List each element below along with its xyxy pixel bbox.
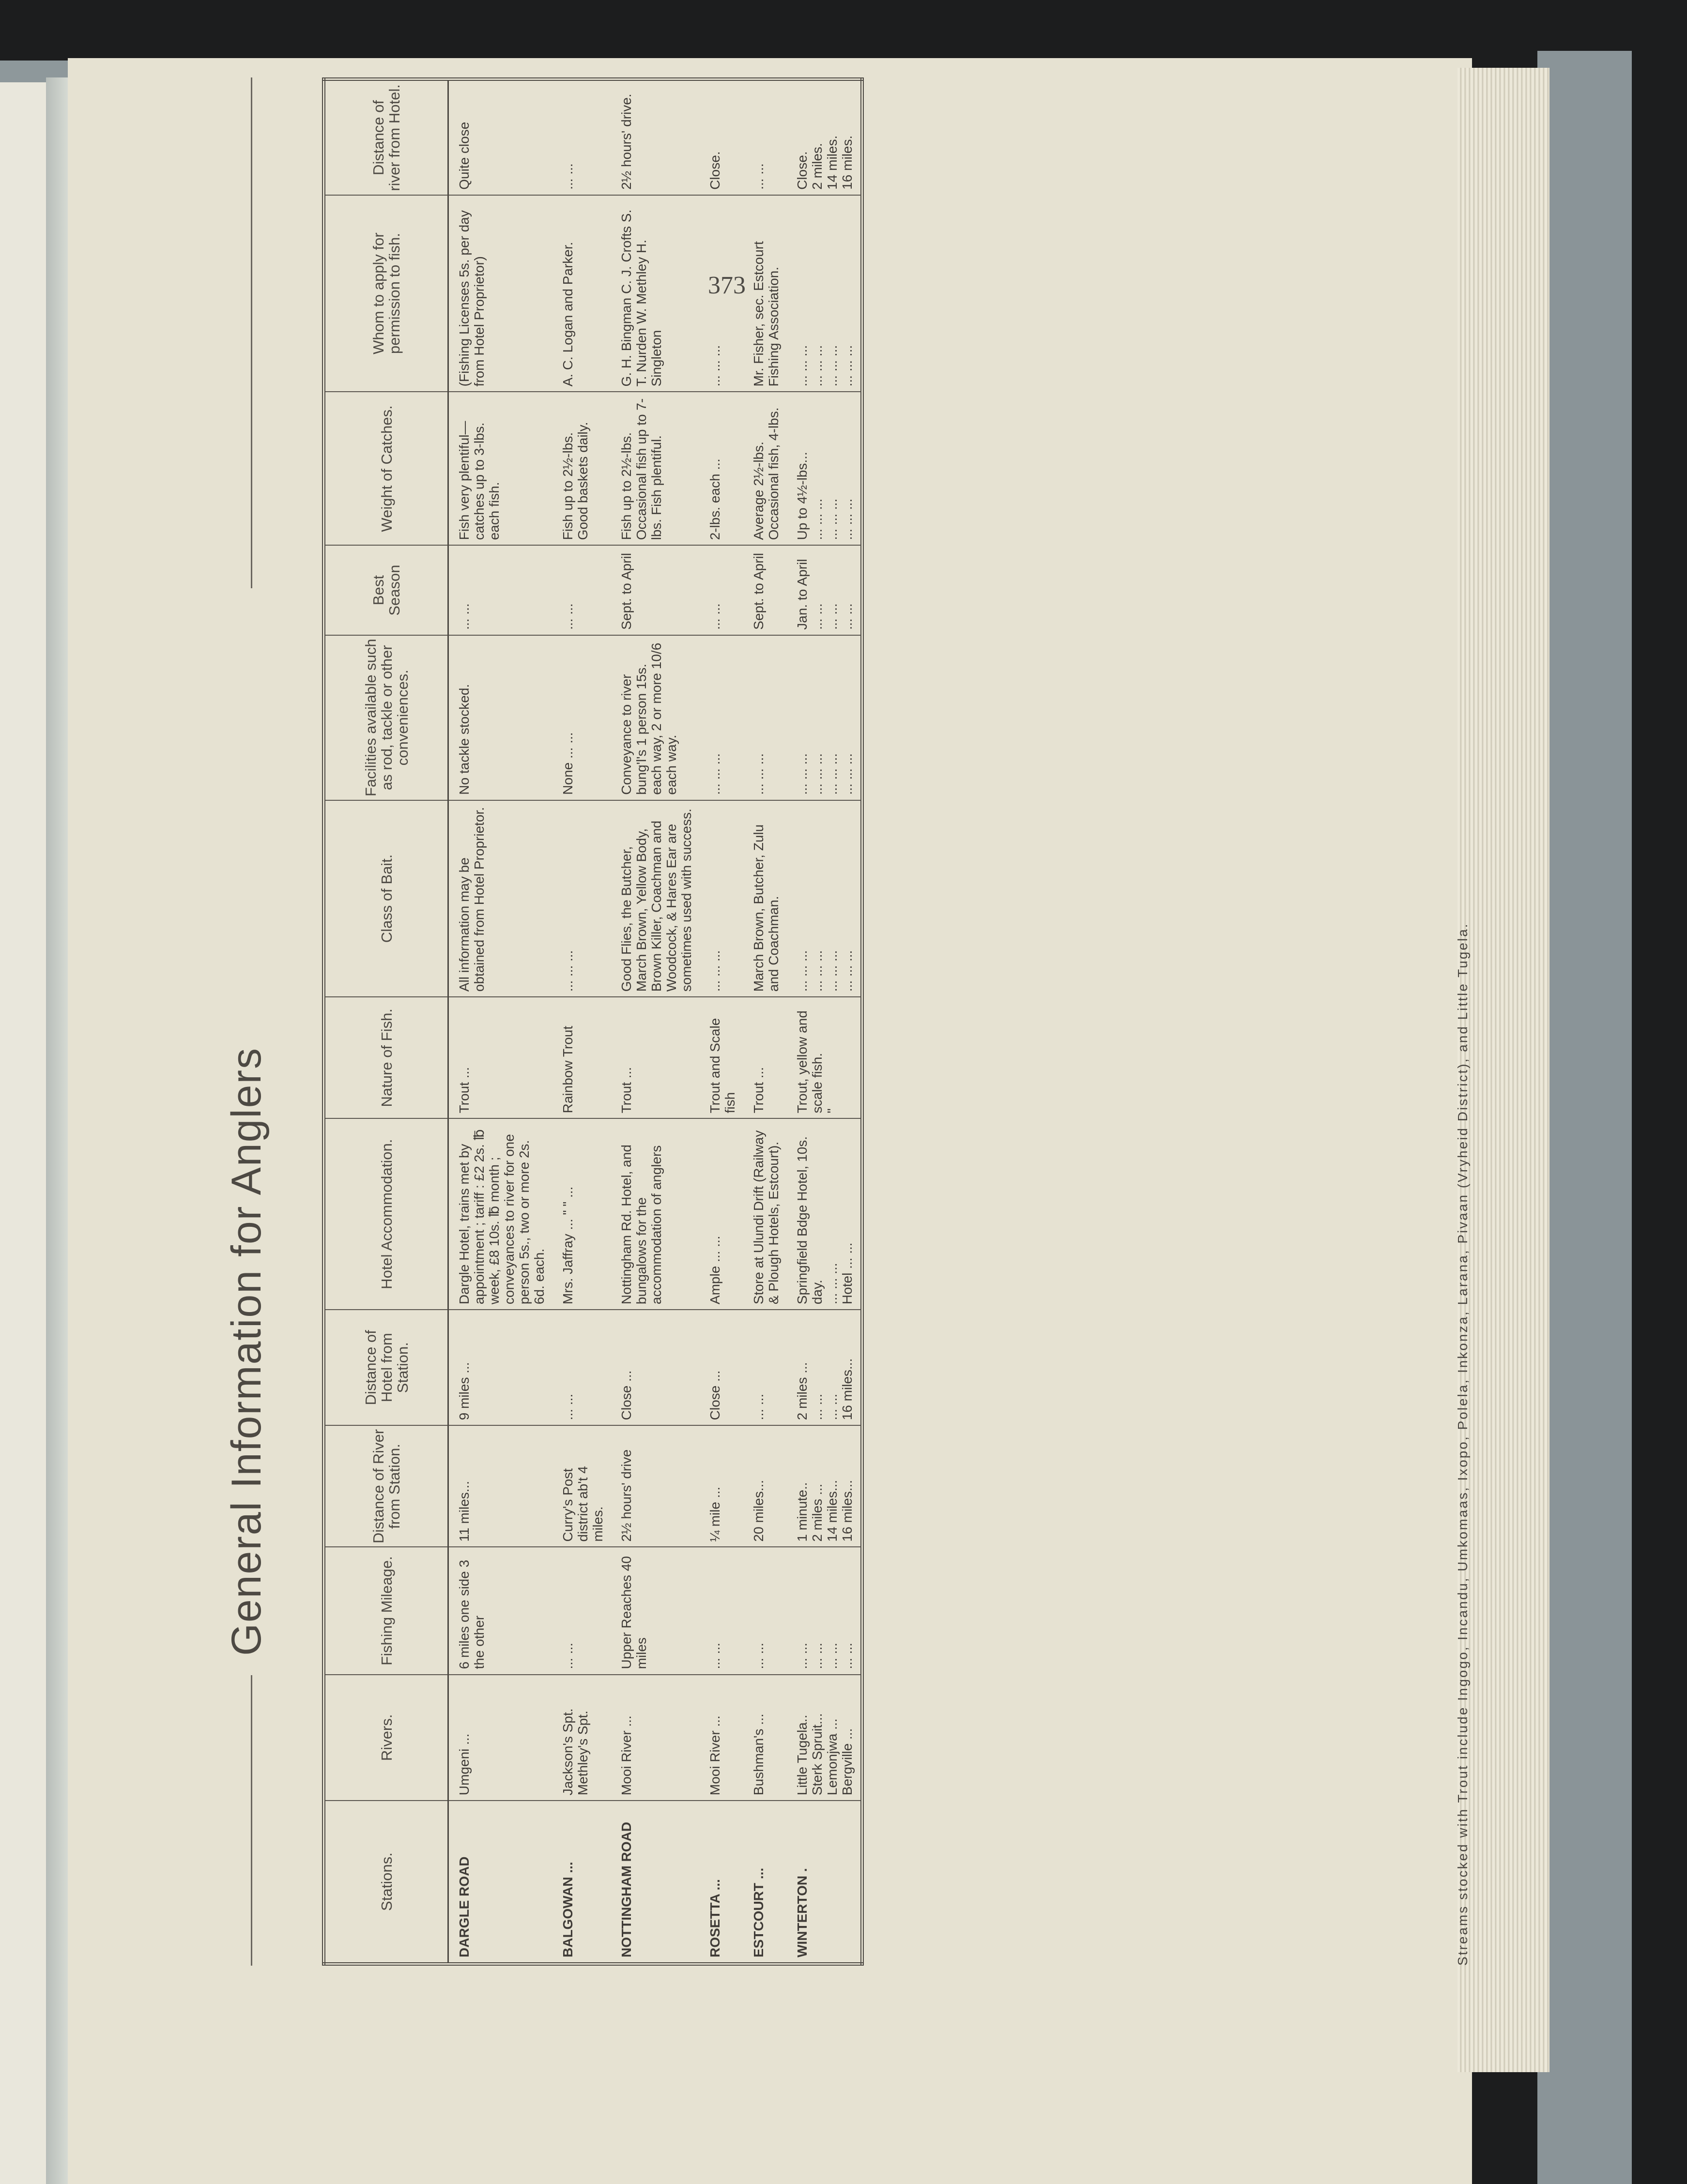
cell-whom: ... ... ... bbox=[700, 195, 743, 392]
cell-line: 14 miles... bbox=[825, 1480, 840, 1542]
column-header: Hotel Accommodation. bbox=[324, 1118, 448, 1310]
cell-line: ... ... ... bbox=[825, 498, 840, 540]
cell-hotel: Ample ... ... bbox=[700, 1118, 743, 1310]
cell-station: BALGOWAN ... bbox=[552, 1801, 611, 1964]
cell-line: ... ... bbox=[825, 1393, 840, 1420]
title-row bbox=[223, 77, 276, 1966]
cell-river-dist bbox=[787, 1425, 862, 1547]
cell-rivers: Bushman's ... bbox=[743, 1675, 787, 1801]
cell-line: " bbox=[825, 1108, 840, 1114]
cell-river-dist: 2½ hours' drive bbox=[611, 1425, 700, 1547]
cell-line: Close. bbox=[795, 151, 810, 190]
cell-line: ... ... bbox=[825, 1643, 840, 1669]
cell-line: ... ... ... bbox=[825, 1263, 840, 1305]
table-row bbox=[552, 79, 611, 1964]
cell-weight: Fish up to 2½-lbs. Good baskets daily. bbox=[552, 392, 611, 545]
cell-hotel-dist: 9 miles ... bbox=[448, 1310, 553, 1425]
cell-facilities bbox=[787, 635, 862, 800]
column-header: Facilities available such as rod, tackle or other conveniences. bbox=[324, 635, 448, 800]
cell-station: NOTTINGHAM ROAD bbox=[611, 1801, 700, 1964]
cell-line: 2 miles ... bbox=[810, 1483, 825, 1542]
cell-line: ... ... ... bbox=[795, 345, 810, 387]
column-header: Rivers. bbox=[324, 1675, 448, 1801]
cell-line: ... ... bbox=[795, 1643, 810, 1669]
cell-bait: ... ... ... bbox=[700, 800, 743, 997]
cell-line: Bergville ... bbox=[840, 1728, 855, 1796]
cell-line: ... ... ... bbox=[810, 950, 825, 992]
cell-season: Sept. to April bbox=[611, 545, 700, 635]
cell-line: Jan. to April bbox=[795, 559, 810, 630]
cell-line: ... ... ... bbox=[840, 753, 855, 795]
table-row bbox=[787, 79, 862, 1964]
cell-hotel: Nottingham Rd. Hotel, and bungalows for the accommodation of anglers bbox=[611, 1118, 700, 1310]
cell-line: 14 miles. bbox=[825, 135, 840, 190]
header-row bbox=[324, 79, 448, 1964]
cell-mileage: 6 miles one side 3 the other bbox=[448, 1547, 553, 1674]
cell-mileage: Upper Reaches 40 miles bbox=[611, 1547, 700, 1674]
column-header: Best Season bbox=[324, 545, 448, 635]
cell-mileage bbox=[787, 1547, 862, 1674]
cell-rivers: Mooi River ... bbox=[611, 1675, 700, 1801]
cell-river-dist: ¼ mile ... bbox=[700, 1425, 743, 1547]
table-row bbox=[448, 79, 553, 1964]
column-header: Distance of Hotel from Station. bbox=[324, 1310, 448, 1425]
cell-line: 1 minute.. bbox=[795, 1482, 810, 1542]
cell-hotel-river: ... ... bbox=[552, 79, 611, 195]
cell-hotel-river: Close. bbox=[700, 79, 743, 195]
cell-whom: Mr. Fisher, sec. Estcourt Fishing Association. bbox=[743, 195, 787, 392]
cell-weight: Average 2½-lbs. Occasional fish, 4-lbs. bbox=[743, 392, 787, 545]
cell-hotel-river: ... ... bbox=[743, 79, 787, 195]
cell-hotel-dist bbox=[787, 1310, 862, 1425]
cell-season: Sept. to April bbox=[743, 545, 787, 635]
cell-fish bbox=[787, 997, 862, 1118]
cell-rivers: Umgeni ... bbox=[448, 1675, 553, 1801]
cell-station: WINTERTON . bbox=[787, 1801, 862, 1964]
cell-hotel: Mrs. Jaffray ... " " ... bbox=[552, 1118, 611, 1310]
cell-fish: Trout ... bbox=[611, 997, 700, 1118]
cell-season bbox=[787, 545, 862, 635]
cell-station: ESTCOURT ... bbox=[743, 1801, 787, 1964]
title-rule-left bbox=[251, 1675, 252, 1966]
cell-bait: All information may be obtained from Hotel Proprietor. bbox=[448, 800, 553, 997]
cell-weight: Fish very plentiful—catches up to 3-lbs. each fish. bbox=[448, 392, 553, 545]
page-title: General Information for Anglers bbox=[223, 1047, 270, 1656]
cell-season: ... ... bbox=[700, 545, 743, 635]
cell-hotel-river: 2½ hours' drive. bbox=[611, 79, 700, 195]
cell-line: 2 miles. bbox=[810, 143, 825, 190]
cell-line: ... ... bbox=[810, 603, 825, 630]
cell-line: 16 miles... bbox=[840, 1358, 855, 1420]
cell-weight: 2-lbs. each ... bbox=[700, 392, 743, 545]
cell-season: ... ... bbox=[552, 545, 611, 635]
cell-facilities: None ... ... bbox=[552, 635, 611, 800]
cell-river-dist: Curry's Post district ab't 4 miles. bbox=[552, 1425, 611, 1547]
cell-line: ... ... ... bbox=[795, 950, 810, 992]
cell-line: Springfield Bdge Hotel, 10s. day. bbox=[795, 1136, 825, 1305]
cell-hotel-dist: Close ... bbox=[700, 1310, 743, 1425]
column-header: Distance of River from Station. bbox=[324, 1425, 448, 1547]
cell-hotel-river bbox=[787, 79, 862, 195]
cell-hotel-dist: ... ... bbox=[743, 1310, 787, 1425]
column-header: Fishing Mileage. bbox=[324, 1547, 448, 1674]
cell-line: ... ... bbox=[825, 603, 840, 630]
cell-facilities: Conveyance to river bung'l's 1 person 15s. each way, 2 or more 10/6 each way. bbox=[611, 635, 700, 800]
cell-bait: ... ... ... bbox=[552, 800, 611, 997]
cell-hotel: Store at Ulundi Drift (Railway & Plough Hotels, Estcourt). bbox=[743, 1118, 787, 1310]
table-body bbox=[448, 79, 862, 1964]
column-header: Distance of river from Hotel. bbox=[324, 79, 448, 195]
cell-line: Up to 4½-lbs... bbox=[795, 452, 810, 540]
cell-fish: Trout ... bbox=[448, 997, 553, 1118]
footnote: Streams stocked with Trout include Ingogo, Incandu, Umkomaas, Ixopo, Polela, Inkonza, Larana, Pivaan (Vryheid District), and Little Tugela. bbox=[1455, 922, 1470, 1966]
cell-line: 16 miles. bbox=[840, 135, 855, 190]
cell-hotel-dist: Close ... bbox=[611, 1310, 700, 1425]
cell-line: ... ... ... bbox=[795, 753, 810, 795]
cell-line: ... ... ... bbox=[810, 753, 825, 795]
page-number: 373 bbox=[708, 272, 746, 299]
table-row bbox=[611, 79, 700, 1964]
cell-whom: (Fishing Licenses 5s. per day from Hotel Proprietor) bbox=[448, 195, 553, 392]
cell-line: Little Tugela.. bbox=[795, 1714, 810, 1796]
cell-line: ... ... ... bbox=[825, 950, 840, 992]
cell-bait bbox=[787, 800, 862, 997]
cell-weight bbox=[787, 392, 862, 545]
cell-fish: Trout and Scale fish bbox=[700, 997, 743, 1118]
table-row bbox=[743, 79, 787, 1964]
cell-line: ... ... bbox=[840, 1643, 855, 1669]
book-gutter bbox=[46, 77, 70, 2184]
cell-rivers: Jackson's Spt. Methley's Spt. bbox=[552, 1675, 611, 1801]
anglers-table bbox=[322, 77, 864, 1966]
cell-hotel bbox=[787, 1118, 862, 1310]
cell-line: ... ... ... bbox=[810, 498, 825, 540]
cell-river-dist: 20 miles... bbox=[743, 1425, 787, 1547]
cell-fish: Trout ... bbox=[743, 997, 787, 1118]
cell-line: ... ... ... bbox=[840, 345, 855, 387]
cell-season: ... ... bbox=[448, 545, 553, 635]
cell-mileage: ... ... bbox=[552, 1547, 611, 1674]
cell-bait: March Brown, Butcher, Zulu and Coachman. bbox=[743, 800, 787, 997]
cell-line: Sterk Spruit... bbox=[810, 1713, 825, 1796]
column-header: Nature of Fish. bbox=[324, 997, 448, 1118]
cell-facilities: ... ... ... bbox=[700, 635, 743, 800]
cell-station: ROSETTA ... bbox=[700, 1801, 743, 1964]
cell-rivers bbox=[787, 1675, 862, 1801]
cell-line: ... ... ... bbox=[840, 498, 855, 540]
cell-hotel: Dargle Hotel, trains met by appointment ; tariff : £2 2s. ℔ week, £8 10s. ℔ month ; conveyances to river for one person 5s., two or more 2s. 6d. each. bbox=[448, 1118, 553, 1310]
cell-line: ... ... ... bbox=[840, 950, 855, 992]
cell-weight: Fish up to 2½-lbs. Occasional fish up to 7-lbs. Fish plentiful. bbox=[611, 392, 700, 545]
cell-facilities: No tackle stocked. bbox=[448, 635, 553, 800]
cell-whom bbox=[787, 195, 862, 392]
cell-line: 16 miles... bbox=[840, 1480, 855, 1542]
title-rule-right bbox=[251, 77, 252, 588]
column-header: Whom to apply for permission to fish. bbox=[324, 195, 448, 392]
cell-mileage: ... ... bbox=[743, 1547, 787, 1674]
cell-line: ... ... ... bbox=[825, 753, 840, 795]
cell-whom: G. H. Bingman C. J. Crofts S. T. Nurden W. Methley H. Singleton bbox=[611, 195, 700, 392]
cell-line: ... ... bbox=[810, 1643, 825, 1669]
cell-facilities: ... ... ... bbox=[743, 635, 787, 800]
cell-line: ... ... bbox=[810, 1393, 825, 1420]
column-header: Class of Bait. bbox=[324, 800, 448, 997]
column-header: Stations. bbox=[324, 1801, 448, 1964]
cell-line: 2 miles ... bbox=[795, 1362, 810, 1420]
cell-station: DARGLE ROAD bbox=[448, 1801, 553, 1964]
cell-line: Hotel ... ... bbox=[840, 1242, 855, 1305]
column-header: Weight of Catches. bbox=[324, 392, 448, 545]
cell-line: Lemonjwa ... bbox=[825, 1718, 840, 1796]
cell-mileage: ... ... bbox=[700, 1547, 743, 1674]
cell-whom: A. C. Logan and Parker. bbox=[552, 195, 611, 392]
cell-line: ... ... ... bbox=[825, 345, 840, 387]
cell-hotel-dist: ... ... bbox=[552, 1310, 611, 1425]
cell-river-dist: 11 miles... bbox=[448, 1425, 553, 1547]
table-row bbox=[700, 79, 743, 1964]
cell-bait: Good Flies, the Butcher, March Brown, Yellow Body, Brown Killer, Coachman and Woodcock, & Hares Ear are sometimes used with success. bbox=[611, 800, 700, 997]
cell-line: ... ... bbox=[840, 603, 855, 630]
left-page-edge bbox=[0, 82, 46, 2184]
rotated-content bbox=[223, 77, 1675, 1966]
cell-line: ... ... ... bbox=[810, 345, 825, 387]
cell-rivers: Mooi River ... bbox=[700, 1675, 743, 1801]
cell-line: Trout, yellow and scale fish. bbox=[795, 1010, 825, 1114]
cell-fish: Rainbow Trout bbox=[552, 997, 611, 1118]
cell-hotel-river: Quite close bbox=[448, 79, 553, 195]
